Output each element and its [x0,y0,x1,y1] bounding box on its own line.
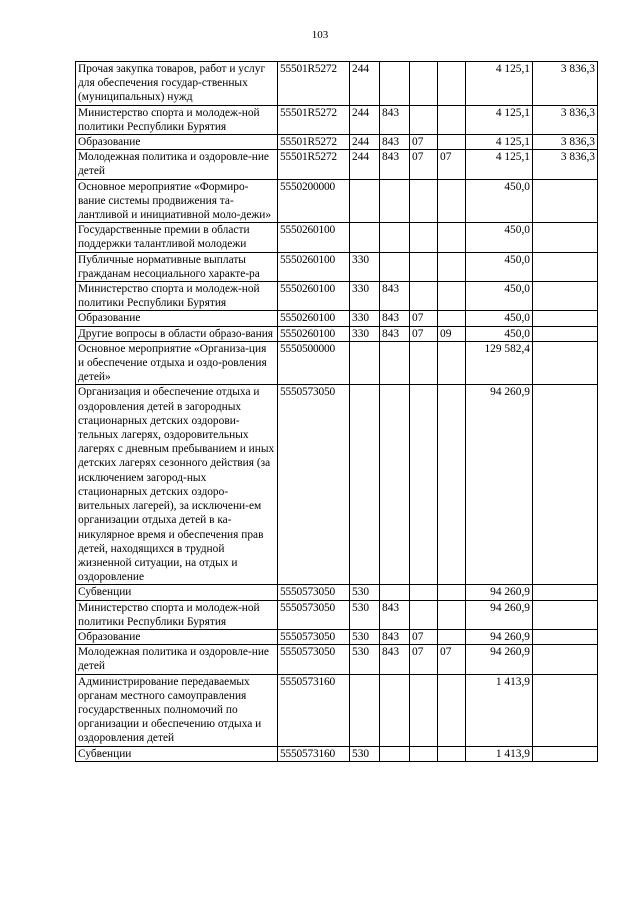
expense-type-code: 530 [350,746,380,761]
expense-type-code: 244 [350,105,380,134]
page-number: 103 [311,29,329,41]
subsection-code: 07 [438,150,466,179]
administrator-code [380,62,410,106]
subsection-code [438,223,466,252]
row-name: Администрирование передаваемых органам местного самоуправления государственных полномочий по организации и обеспечению отдыха и оздоровления детей [76,674,278,746]
subsection-code [438,585,466,600]
row-name: Молодежная политика и оздоровле-ние детей [76,645,278,674]
section-code [410,746,438,761]
section-code: 07 [410,150,438,179]
section-code: 07 [410,135,438,150]
target-article-code: 5550573050 [278,585,350,600]
target-article-code: 5550573050 [278,600,350,629]
table-row [76,105,598,134]
table-row [76,135,598,150]
expense-type-code [350,674,380,746]
subsection-code [438,600,466,629]
expense-type-code: 530 [350,585,380,600]
amount-year-1: 4 125,1 [466,62,533,106]
expense-type-code: 530 [350,629,380,644]
amount-year-2 [533,674,598,746]
section-code [410,62,438,106]
expense-type-code: 330 [350,252,380,281]
target-article-code: 5550260100 [278,223,350,252]
table-row [76,746,598,761]
subsection-code [438,341,466,385]
expense-type-code: 330 [350,282,380,311]
amount-year-2: 3 836,3 [533,62,598,106]
budget-table [75,61,598,762]
section-code [410,179,438,223]
administrator-code: 843 [380,150,410,179]
administrator-code: 843 [380,282,410,311]
row-name: Государственные премии в области поддержки талантливой молодежи [76,223,278,252]
administrator-code: 843 [380,326,410,341]
section-code [410,674,438,746]
target-article-code: 5550573050 [278,645,350,674]
administrator-code [380,252,410,281]
amount-year-2 [533,629,598,644]
table-body [76,62,598,762]
table-row [76,326,598,341]
administrator-code [380,341,410,385]
table-row [76,585,598,600]
row-name: Образование [76,629,278,644]
target-article-code: 5550260100 [278,252,350,281]
table-row [76,674,598,746]
amount-year-2 [533,252,598,281]
target-article-code: 5550260100 [278,282,350,311]
expense-type-code [350,223,380,252]
administrator-code: 843 [380,311,410,326]
section-code: 07 [410,326,438,341]
amount-year-2 [533,645,598,674]
amount-year-1: 129 582,4 [466,341,533,385]
table-row [76,341,598,385]
administrator-code: 843 [380,629,410,644]
section-code [410,223,438,252]
subsection-code [438,62,466,106]
amount-year-1: 4 125,1 [466,105,533,134]
section-code [410,341,438,385]
amount-year-1: 94 260,9 [466,600,533,629]
administrator-code [380,746,410,761]
table-row [76,252,598,281]
row-name: Другие вопросы в области образо-вания [76,326,278,341]
row-name: Субвенции [76,746,278,761]
target-article-code: 55501R5272 [278,135,350,150]
administrator-code [380,585,410,600]
expense-type-code [350,341,380,385]
amount-year-1: 450,0 [466,252,533,281]
amount-year-1: 450,0 [466,326,533,341]
amount-year-2 [533,385,598,585]
target-article-code: 5550573050 [278,629,350,644]
expense-type-code [350,179,380,223]
amount-year-1: 4 125,1 [466,135,533,150]
section-code: 07 [410,645,438,674]
table-row [76,645,598,674]
table-row [76,629,598,644]
row-name: Молодежная политика и оздоровле-ние детей [76,150,278,179]
section-code [410,600,438,629]
amount-year-1: 1 413,9 [466,746,533,761]
amount-year-2 [533,326,598,341]
target-article-code: 5550200000 [278,179,350,223]
administrator-code: 843 [380,600,410,629]
amount-year-1: 450,0 [466,223,533,252]
target-article-code: 5550573050 [278,385,350,585]
table-row [76,223,598,252]
amount-year-1: 450,0 [466,282,533,311]
row-name: Министерство спорта и молодеж-ной политики Республики Бурятия [76,105,278,134]
amount-year-2 [533,223,598,252]
expense-type-code: 244 [350,135,380,150]
section-code: 07 [410,629,438,644]
subsection-code [438,252,466,281]
row-name: Основное мероприятие «Организа-ция и обеспечение отдыха и оздо-ровления детей» [76,341,278,385]
amount-year-1: 450,0 [466,179,533,223]
target-article-code: 5550260100 [278,311,350,326]
target-article-code: 5550573160 [278,674,350,746]
section-code [410,282,438,311]
subsection-code [438,674,466,746]
section-code: 07 [410,311,438,326]
row-name: Субвенции [76,585,278,600]
amount-year-1: 94 260,9 [466,645,533,674]
amount-year-2 [533,746,598,761]
expense-type-code [350,385,380,585]
section-code [410,252,438,281]
row-name: Министерство спорта и молодеж-ной политики Республики Бурятия [76,600,278,629]
target-article-code: 5550573160 [278,746,350,761]
administrator-code [380,223,410,252]
amount-year-2 [533,585,598,600]
amount-year-1: 450,0 [466,311,533,326]
administrator-code [380,674,410,746]
table-row [76,150,598,179]
section-code [410,585,438,600]
amount-year-2 [533,600,598,629]
subsection-code [438,746,466,761]
row-name: Образование [76,135,278,150]
expense-type-code: 530 [350,600,380,629]
amount-year-2: 3 836,3 [533,150,598,179]
subsection-code: 07 [438,645,466,674]
row-name: Основное мероприятие «Формиро-вание системы продвижения та-лантливой и инициативной моло-дежи» [76,179,278,223]
target-article-code: 5550260100 [278,326,350,341]
target-article-code: 55501R5272 [278,150,350,179]
table-row [76,282,598,311]
expense-type-code: 330 [350,326,380,341]
administrator-code: 843 [380,645,410,674]
expense-type-code: 330 [350,311,380,326]
amount-year-1: 4 125,1 [466,150,533,179]
row-name: Организация и обеспечение отдыха и оздоровления детей в загородных стационарных детских оздорови-тельных лагерях, оздоровительных лагерях с дневным пребыванием и иных детских лагерях сезонного действия (за исключением загород-ных стационарных детских оздоро-вительных лагерей), за исключени-ем организации отдыха детей в ка-никулярное время и обеспечения прав детей, находящихся в трудной жизненной ситуации, на отдых и оздоровление [76,385,278,585]
subsection-code [438,311,466,326]
expense-type-code: 244 [350,62,380,106]
subsection-code: 09 [438,326,466,341]
amount-year-2 [533,179,598,223]
row-name: Образование [76,311,278,326]
administrator-code: 843 [380,105,410,134]
expense-type-code: 244 [350,150,380,179]
administrator-code [380,385,410,585]
amount-year-1: 94 260,9 [466,629,533,644]
target-article-code: 55501R5272 [278,105,350,134]
subsection-code [438,629,466,644]
table-row [76,62,598,106]
subsection-code [438,385,466,585]
administrator-code [380,179,410,223]
row-name: Прочая закупка товаров, работ и услуг для обеспечения государ-ственных (муниципальных) нужд [76,62,278,106]
target-article-code: 5550500000 [278,341,350,385]
amount-year-1: 94 260,9 [466,585,533,600]
section-code [410,385,438,585]
amount-year-2 [533,341,598,385]
subsection-code [438,179,466,223]
target-article-code: 55501R5272 [278,62,350,106]
amount-year-2 [533,282,598,311]
row-name: Публичные нормативные выплаты гражданам несоциального характе-ра [76,252,278,281]
amount-year-1: 94 260,9 [466,385,533,585]
section-code [410,105,438,134]
table-row [76,385,598,585]
amount-year-2: 3 836,3 [533,135,598,150]
subsection-code [438,105,466,134]
administrator-code: 843 [380,135,410,150]
subsection-code [438,135,466,150]
table-row [76,311,598,326]
row-name: Министерство спорта и молодеж-ной политики Республики Бурятия [76,282,278,311]
expense-type-code: 530 [350,645,380,674]
table-row [76,179,598,223]
amount-year-1: 1 413,9 [466,674,533,746]
amount-year-2: 3 836,3 [533,105,598,134]
table-row [76,600,598,629]
subsection-code [438,282,466,311]
amount-year-2 [533,311,598,326]
